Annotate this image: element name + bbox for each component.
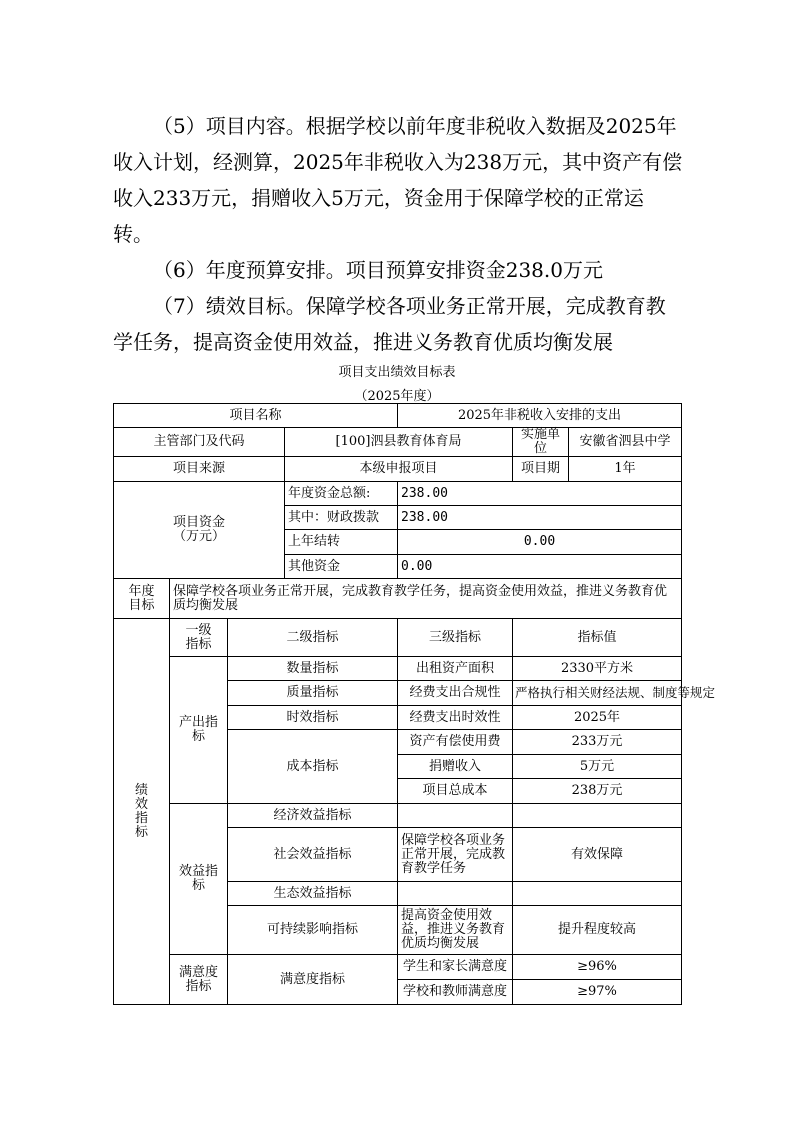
impl-value: 安徽省泗县中学: [569, 428, 682, 457]
cost-indicator-label: 成本指标: [228, 730, 398, 804]
fund-fiscal-value: 238.00: [398, 506, 682, 530]
social-benefit-value: 有效保障: [513, 828, 682, 882]
cost-asset-value: 233万元: [513, 730, 682, 755]
paragraph-annual-budget: （6）年度预算安排。项目预算安排资金238.0万元: [153, 258, 603, 282]
dept-value: [100]泗县教育体育局: [285, 428, 513, 457]
satisfaction-sub-label: 满意度指标: [228, 955, 398, 1005]
period-label: 项目期: [513, 457, 569, 482]
fund-carryover-value: 0.00: [398, 530, 682, 555]
satisfaction-teachers-value: ≥97%: [513, 980, 682, 1005]
quality-indicator-value: 严格执行相关财经法规、制度等规定: [513, 681, 682, 706]
quality-indicator-label: 质量指标: [228, 681, 398, 706]
table-title: 项目支出绩效目标表: [338, 365, 456, 380]
qty-indicator-name: 出租资产面积: [398, 657, 513, 681]
time-indicator-label: 时效指标: [228, 706, 398, 730]
qty-indicator-label: 数量指标: [228, 657, 398, 681]
paragraph-performance-goal: （7）绩效目标。保障学校各项业务正常开展，完成教育教学任务，提高资金使用效益，推进义务教育优质均衡发展: [113, 294, 666, 354]
project-name-label: 项目名称: [114, 404, 398, 428]
cost-donation-value: 5万元: [513, 755, 682, 779]
fund-carryover-label: 上年结转: [285, 530, 398, 555]
social-benefit-name: 保障学校各项业务正常开展，完成教育教学任务: [398, 828, 513, 882]
cost-total-name: 项目总成本: [398, 779, 513, 804]
cost-asset-name: 资产有偿使用费: [398, 730, 513, 755]
quality-indicator-name: 经费支出合规性: [398, 681, 513, 706]
time-indicator-name: 经费支出时效性: [398, 706, 513, 730]
sustain-benefit-label: 可持续影响指标: [228, 906, 398, 955]
satisfaction-parents-name: 学生和家长满意度: [398, 955, 513, 980]
cost-total-value: 238万元: [513, 779, 682, 804]
fund-other-label: 其他资金: [285, 555, 398, 579]
project-name-value: 2025年非税收入安排的支出: [398, 404, 682, 428]
social-benefit-label: 社会效益指标: [228, 828, 398, 882]
fund-other-value: 0.00: [398, 555, 682, 579]
header-value: 指标值: [513, 619, 682, 657]
period-value: 1年: [569, 457, 682, 482]
time-indicator-value: 2025年: [513, 706, 682, 730]
fund-total-label: 年度资金总额:: [285, 482, 398, 506]
paragraph-project-content: （5）项目内容。根据学校以前年度非税收入数据及2025年收入计划，经测算，2025年非税收入为238万元，其中资产有偿收入233万元，捐赠收入5万元，资金用于保障学校的正常运转。: [113, 114, 683, 246]
qty-indicator-value: 2330平方米: [513, 657, 682, 681]
perf-indicator-label: 绩 效 指 标: [114, 619, 170, 1005]
fund-fiscal-label: 其中：财政拨款: [285, 506, 398, 530]
fund-total-value: 238.00: [398, 482, 682, 506]
goal-label: 年度 目标: [114, 579, 170, 619]
econ-benefit-name: [398, 804, 513, 828]
header-level1: 一级 指标: [170, 619, 228, 657]
eco-benefit-value: [513, 882, 682, 906]
econ-benefit-value: [513, 804, 682, 828]
fund-label: 项目资金 （万元）: [114, 482, 285, 579]
cost-donation-name: 捐赠收入: [398, 755, 513, 779]
source-label: 项目来源: [114, 457, 285, 482]
satisfaction-teachers-name: 学校和教师满意度: [398, 980, 513, 1005]
satisfaction-indicator-label: 满意度 指标: [170, 955, 228, 1005]
header-level3: 三级指标: [398, 619, 513, 657]
eco-benefit-name: [398, 882, 513, 906]
econ-benefit-label: 经济效益指标: [228, 804, 398, 828]
output-indicator-label: 产出指 标: [170, 657, 228, 804]
eco-benefit-label: 生态效益指标: [228, 882, 398, 906]
dept-label: 主管部门及代码: [114, 428, 285, 457]
table-year: （2025年度）: [354, 389, 440, 404]
impl-label: 实施单位: [513, 428, 569, 457]
sustain-benefit-name: 提高资金使用效益，推进义务教育优质均衡发展: [398, 906, 513, 955]
source-value: 本级申报项目: [285, 457, 513, 482]
goal-value: 保障学校各项业务正常开展，完成教育教学任务，提高资金使用效益，推进义务教育优质均衡发展: [170, 579, 682, 619]
header-level2: 二级指标: [228, 619, 398, 657]
sustain-benefit-value: 提升程度较高: [513, 906, 682, 955]
benefit-indicator-label: 效益指 标: [170, 804, 228, 955]
performance-table: [113, 403, 716, 1005]
satisfaction-parents-value: ≥96%: [513, 955, 682, 980]
